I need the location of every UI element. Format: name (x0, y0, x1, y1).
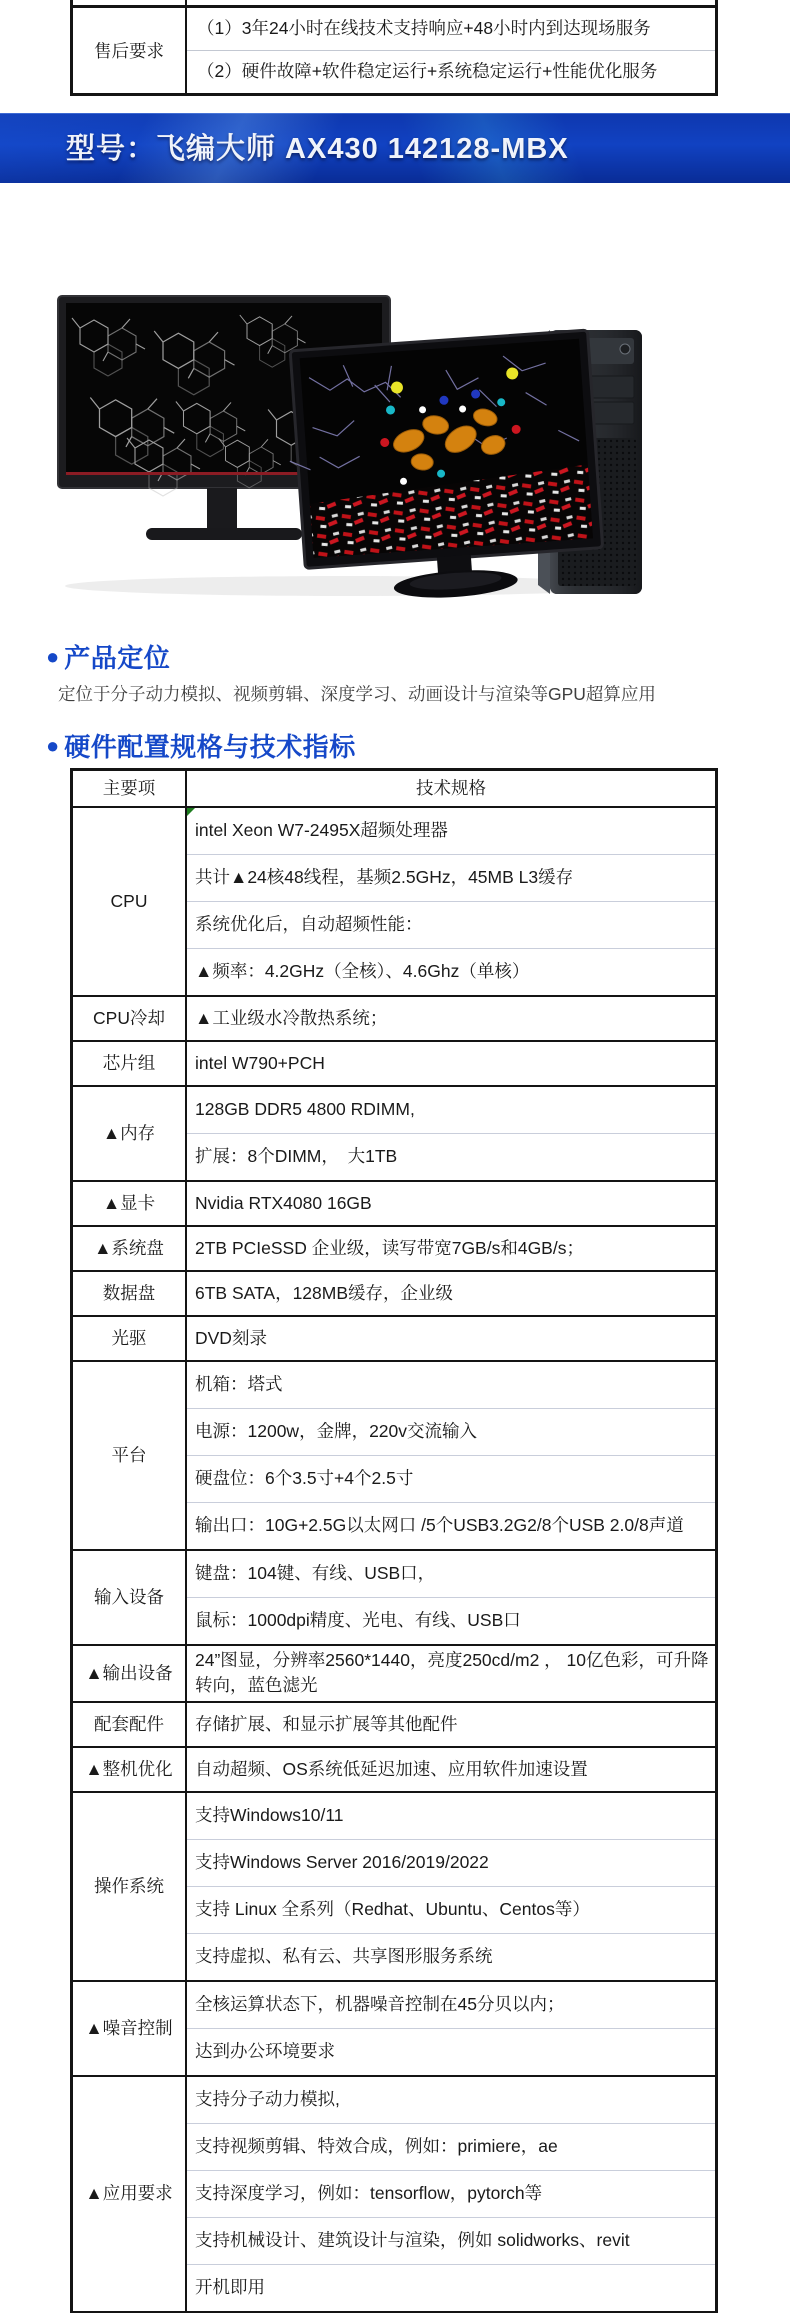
spec-cell-text: 机箱：塔式 (195, 1374, 283, 1395)
spec-cell (187, 1748, 715, 1791)
spec-cell (187, 997, 715, 1040)
spec-cell-text: 系统优化后，自动超频性能： (195, 914, 423, 935)
spec-cell-text: 共计▲24核48线程，基频2.5GHz，45MB L3缓存 (195, 867, 574, 888)
spec-cell (187, 1793, 715, 1840)
spec-cell-text: Nvidia RTX4080 16GB (195, 1192, 372, 1213)
spec-cell-text: intel W790+PCH (195, 1052, 325, 1073)
spec-cell-text: 输出口：10G+2.5G以太网口 /5个USB3.2G2/8个USB 2.0/8声道 (195, 1515, 684, 1536)
spec-row (73, 1748, 715, 1793)
spec-row (73, 1793, 715, 1982)
after-sales-item: （1）3年24小时在线技术支持响应+48小时内到达现场服务 (187, 8, 715, 51)
spec-row-label: 数据盘 (73, 1272, 187, 1315)
spec-row (73, 1646, 715, 1703)
spec-cell (187, 1456, 715, 1503)
spec-cell (187, 1227, 715, 1270)
spec-cell (187, 1272, 715, 1315)
spec-header-row (73, 771, 715, 808)
spec-row (73, 1182, 715, 1227)
spec-row-label: ▲噪音控制 (73, 1982, 187, 2075)
spec-row-label: 芯片组 (73, 1042, 187, 1085)
model-banner (0, 113, 790, 183)
spec-row (73, 808, 715, 997)
spec-cell-text: 支持虚拟、私有云、共享图形服务系统 (195, 1946, 493, 1967)
spec-row (73, 1042, 715, 1087)
spec-row (73, 1317, 715, 1362)
spec-cell (187, 1503, 715, 1549)
spec-row (73, 2077, 715, 2313)
spec-row (73, 1703, 715, 1748)
positioning-title: 产品定位 (64, 643, 171, 673)
spec-cell-text: 支持分子动力模拟, (195, 2089, 340, 2110)
spec-cell-text: 支持深度学习，例如：tensorflow，pytorch等 (195, 2183, 543, 2204)
spec-header-col1: 主要项 (73, 771, 187, 806)
spec-cell-text: intel Xeon W7-2495X超频处理器 (195, 820, 448, 841)
spec-row-label: 平台 (73, 1362, 187, 1549)
spec-cell-text: ▲工业级水冷散热系统； (195, 1007, 388, 1028)
after-sales-cutoff-cell (73, 0, 187, 5)
spec-cell (187, 2265, 715, 2311)
spec-row (73, 1087, 715, 1182)
spec-cell-text: 全核运算状态下，机器噪音控制在45分贝以内； (195, 1994, 565, 2015)
spec-cell (187, 1887, 715, 1934)
spec-row-label: ▲输出设备 (73, 1646, 187, 1701)
spec-table (70, 768, 718, 2313)
spec-cell-text: 支持机械设计、建筑设计与渲染，例如 solidworks、revit (195, 2230, 630, 2251)
spec-cell-text: 达到办公环境要求 (195, 2041, 335, 2062)
spec-cell (187, 855, 715, 902)
spec-row-label: ▲内存 (73, 1087, 187, 1180)
spec-cell (187, 808, 715, 855)
spec-row-label: CPU (73, 808, 187, 995)
spec-row (73, 1551, 715, 1646)
spec-cell-text: DVD刻录 (195, 1327, 267, 1348)
after-sales-label: 售后要求 (73, 8, 187, 93)
spec-cell-text: 开机即用 (195, 2277, 265, 2298)
spec-cell (187, 1551, 715, 1598)
spec-row-label: 光驱 (73, 1317, 187, 1360)
product-photo (50, 288, 650, 600)
spec-cell (187, 2029, 715, 2075)
cell-note-marker (187, 808, 195, 816)
spec-cell-text: ▲频率：4.2GHz（全核）、4.6Ghz（单核） (195, 961, 530, 982)
positioning-description: 定位于分子动力模拟、视频剪辑、深度学习、动画设计与渲染等GPU超算应用 (58, 684, 656, 704)
spec-cell (187, 1934, 715, 1980)
spec-table-body (73, 808, 715, 2313)
spec-cell (187, 1087, 715, 1134)
spec-cell (187, 1409, 715, 1456)
spec-row (73, 1982, 715, 2077)
spec-cell (187, 2171, 715, 2218)
spec-cell-text: 电源：1200w，金牌，220v交流输入 (195, 1421, 478, 1442)
after-sales-cells (187, 8, 715, 93)
spec-cell-text: 128GB DDR5 4800 RDIMM, (195, 1099, 415, 1120)
specs-title: 硬件配置规格与技术指标 (64, 732, 356, 762)
spec-cell (187, 1182, 715, 1225)
spec-row-label: ▲系统盘 (73, 1227, 187, 1270)
spec-header-col2: 技术规格 (416, 777, 486, 798)
spec-cell-text: 24”图显，分辨率2560*1440，亮度250cd/m2 ， 10亿色彩，可升降转向，蓝色滤光 (195, 1650, 709, 1696)
spec-cell-text: 支持视频剪辑、特效合成，例如：primiere，ae (195, 2136, 558, 2157)
spec-cell-text: 支持Windows Server 2016/2019/2022 (195, 1852, 489, 1873)
spec-cell (187, 902, 715, 949)
spec-row-label: 配套配件 (73, 1703, 187, 1746)
section-positioning (46, 638, 170, 675)
product-photo-art (50, 288, 650, 600)
spec-cell (187, 1134, 715, 1180)
spec-cell-text: 存储扩展、和显示扩展等其他配件 (195, 1713, 458, 1734)
spec-row-label: CPU冷却 (73, 997, 187, 1040)
spec-row-label: ▲显卡 (73, 1182, 187, 1225)
bullet-icon: ● (46, 732, 60, 758)
spec-cell (187, 2077, 715, 2124)
spec-cell-text: 自动超频、OS系统低延迟加速、应用软件加速设置 (195, 1758, 588, 1779)
spec-cell (187, 1598, 715, 1644)
spec-row (73, 1362, 715, 1551)
model-title: 型号：飞编大师 AX430 142128-MBX (66, 133, 569, 165)
spec-cell (187, 949, 715, 995)
after-sales-cutoff-row (73, 0, 715, 8)
spec-cell (187, 1646, 715, 1701)
spec-cell (187, 1317, 715, 1360)
spec-row (73, 997, 715, 1042)
after-sales-table (70, 0, 718, 96)
spec-cell-text: 2TB PCIeSSD 企业级，读写带宽7GB/s和4GB/s； (195, 1237, 584, 1258)
spec-cell (187, 1362, 715, 1409)
spec-cell-text: 6TB SATA，128MB缓存，企业级 (195, 1282, 454, 1303)
spec-cell-text: 键盘：104键、有线、USB口， (195, 1563, 436, 1584)
spec-cell (187, 2124, 715, 2171)
spec-cell-text: 鼠标：1000dpi精度、光电、有线、USB口 (195, 1610, 521, 1631)
spec-cell (187, 1982, 715, 2029)
spec-row (73, 1272, 715, 1317)
spec-cell (187, 1042, 715, 1085)
spec-cell (187, 1703, 715, 1746)
spec-cell (187, 2218, 715, 2265)
after-sales-item: （2）硬件故障+软件稳定运行+系统稳定运行+性能优化服务 (197, 61, 658, 82)
section-specs (46, 727, 356, 764)
spec-cell-text: 支持 Linux 全系列（Redhat、Ubuntu、Centos等） (195, 1899, 590, 1920)
spec-row-label: 操作系统 (73, 1793, 187, 1980)
spec-row-label: 输入设备 (73, 1551, 187, 1644)
spec-cell (187, 1840, 715, 1887)
spec-cell-text: 扩展：8个DIMM， 大1TB (195, 1146, 398, 1167)
after-sales-row (73, 8, 715, 96)
spec-cell-text: 支持Windows10/11 (195, 1805, 344, 1826)
spec-row-label: ▲整机优化 (73, 1748, 187, 1791)
bullet-icon: ● (46, 643, 60, 669)
spec-row (73, 1227, 715, 1272)
spec-row-label: ▲应用要求 (73, 2077, 187, 2311)
spec-cell-text: 硬盘位：6个3.5寸+4个2.5寸 (195, 1468, 414, 1489)
